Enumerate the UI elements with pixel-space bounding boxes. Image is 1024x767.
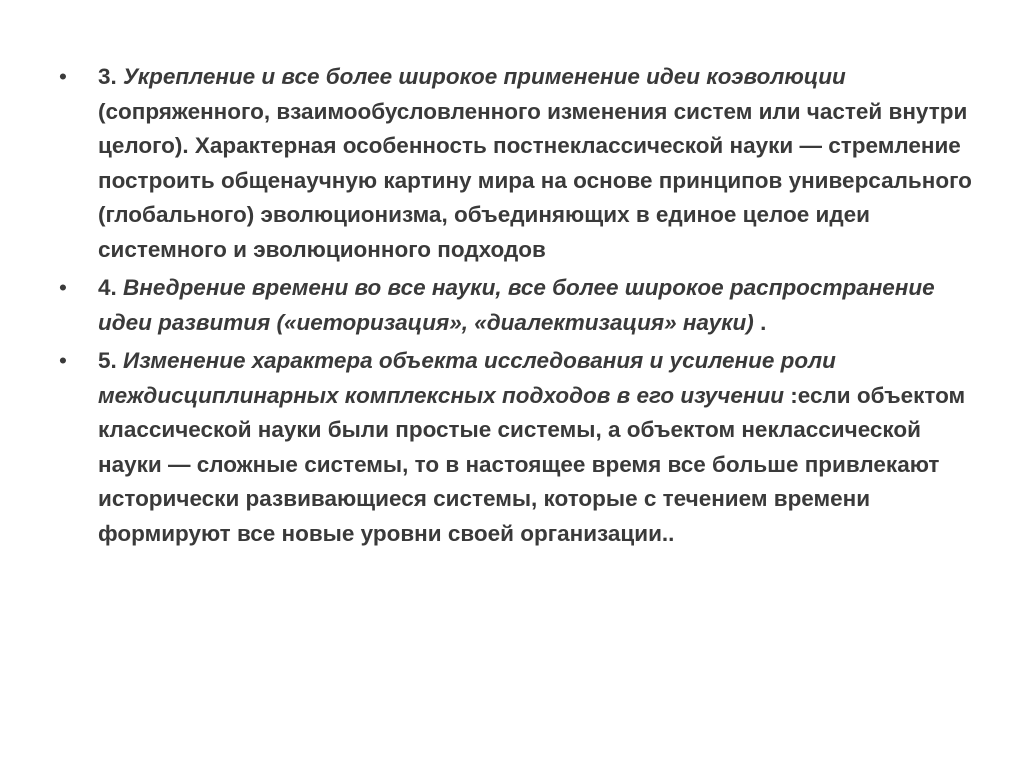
item-heading: Внедрение времени во все науки, все более широкое распространение идеи развития («иеторизация», «диалектизация» науки) (98, 275, 935, 335)
bullet-item-3 (0, 60, 1024, 267)
bullet-item-5 (0, 344, 1024, 551)
item-number: 3. (98, 64, 117, 89)
item-heading: Изменение характера объекта исследования и усиление роли междисциплинарных комплексных подходов в его изучении (98, 348, 836, 408)
bullet-icon: • (59, 64, 67, 89)
item-number: 4. (98, 275, 117, 300)
item-text: (сопряженного, взаимообусловленного изменения систем или частей внутри целого). Характерная особенность постнеклассической науки — стремление построить общенаучную картину мира на основе принципов универсального (глобального) эволюционизма, объединяющих в единое целое идеи системного и эволюционного подходов (98, 98, 972, 262)
bullet-icon: • (59, 348, 67, 373)
bullet-icon: • (59, 275, 67, 300)
item-number: 5. (98, 348, 117, 373)
item-text: :если объектом классической науки были простые системы, а объектом неклассической науки — сложные системы, то в настоящее время все больше привлекают исторически развивающиеся системы, которые с течением времени формируют все новые уровни своей организации.. (98, 382, 966, 546)
bullet-item-4 (0, 271, 1024, 340)
item-heading: Укрепление и все более широкое применение идеи коэволюции (123, 64, 846, 89)
bullet-list (0, 60, 1024, 551)
item-text: . (760, 309, 767, 335)
